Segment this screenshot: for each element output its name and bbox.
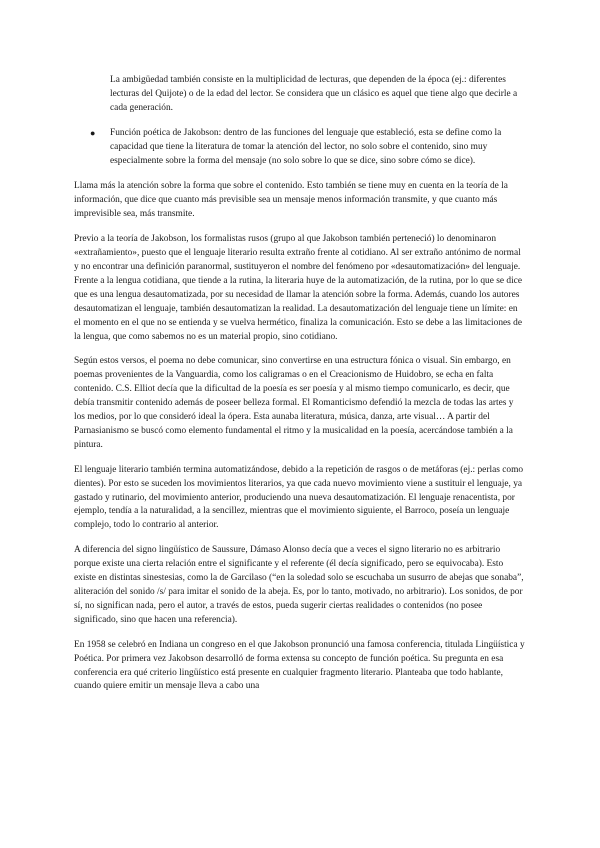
paragraph-ambiguedad: La ambigüedad también consiste en la multiplicidad de lecturas, que dependen de la época (ej.: diferentes lecturas del Quijote) o de la edad del lector. Se considera que un clásico es aquel que tiene algo que decirle a cada generación. <box>110 75 518 113</box>
bullet-funcion-poetica <box>90 127 526 169</box>
paragraph-automatizacion: El lenguaje literario también termina automatizándose, debido a la repetición de rasgos o de metáforas (ej.: perlas como dientes). Por esto se suceden los movimientos literarios, ya que cada nuevo movimiento viene a sustituir el lenguaje, ya gastado y rutinario, del movimiento anterior, produciendo una nueva desautomatización. El lenguaje renacentista, por ejemplo, tendía a la naturalidad, a la sencillez, mientras que el movimiento siguiente, el Barroco, poseía un lenguaje complejo, todo lo contrario al anterior. <box>74 464 524 531</box>
document-body <box>74 74 526 694</box>
paragraph-formalistas-rusos: Previo a la teoría de Jakobson, los formalistas rusos (grupo al que Jakobson también perteneció) lo denominaron «extrañamiento», puesto que el lenguaje literario resulta extraño frente al cotidiano. Al ser extraño antónimo de normal y no encontrar una definición paranormal, sustituyeron el nombre del fenómeno por «desautomatización» del lenguaje. Frente a la lengua cotidiana, que tiende a la rutina, la literaria huye de la automatización, de la rutina, por lo que se dice que es una lengua desautomatizada, por su necesidad de llamar la atención sobre la forma. Además, cuando los autores desautomatizan el lenguaje, también desautomatizan la realidad. La desautomatización del lenguaje tiene un límite: en el momento en el que no se entienda y se vuelva hermético, finaliza la comunicación. Esto se debe a las limitaciones de la lengua, que como sabemos no es un material propio, sino cotidiano. <box>74 234 523 342</box>
paragraph-forma-contenido: Llama más la atención sobre la forma que sobre el contenido. Esto también se tiene muy en cuenta en la teoría de la información, que dice que cuanto más previsible sea un mensaje menos información transmite, y que cuanto más imprevisible sea, más transmite. <box>74 181 508 220</box>
paragraph-congreso-indiana: En 1958 se celebró en Indiana un congreso en el que Jakobson pronunció una famosa conferencia, titulada Lingüística y Poética. Por primera vez Jakobson desarrolló de forma extensa su concepto de función poética. Su pregunta en esa conferencia era qué criterio lingüístico está presente en cualquier fragmento literario. Planteaba que todo hablante, cuando quiere emitir un mensaje lleva a cabo una <box>74 639 525 692</box>
bullet-dot-icon: ● <box>90 127 96 138</box>
bullet-text: Función poética de Jakobson: dentro de las funciones del lenguaje que estableció, esta se define como la capacidad que tiene la literatura de tomar la atención del lector, no solo sobre el contenido, sino muy especialmente sobre la forma del mensaje (no solo sobre lo que se dice, sino sobre cómo se dice). <box>110 127 502 166</box>
paragraph-signo-linguistico: A diferencia del signo lingüístico de Saussure, Dámaso Alonso decía que a veces el signo literario no es arbitrario porque existe una cierta relación entre el significante y el referente (él decía significado, pero se equivocaba). Esto existe en distintas sinestesias, como la de Garcilaso (“en la soledad solo se escuchaba un susurro de abejas que sonaba”, aliteración del sonido /s/ para imitar el sonido de la abeja. Es, por lo tanto, motivado, no arbitrario). Los sonidos, de por sí, no significan nada, pero el autor, a través de estos, pueda sugerir ciertas realidades o contenidos (no posee significado, sino que hacen una referencia). <box>74 545 524 625</box>
paragraph-versos-poema: Según estos versos, el poema no debe comunicar, sino convertirse en una estructura fónica o visual. Sin embargo, en poemas provenientes de la Vanguardia, como los caligramas o en el Creacionismo de Huidobro, se echa en falta contenido. C.S. Elliot decía que la dificultad de la poesía es ser poesía y al mismo tiempo comunicarlo, es decir, que debía transmitir contenido además de poseer belleza formal. El Romanticismo defendió la mezcla de todas las artes y los medios, por lo que consideró ideal la ópera. Esta aunaba literatura, música, danza, arte visual… A partir del Parnasianismo se buscó como elemento fundamental el ritmo y la musicalidad en la poesía, acercándose también a la pintura. <box>74 356 514 450</box>
